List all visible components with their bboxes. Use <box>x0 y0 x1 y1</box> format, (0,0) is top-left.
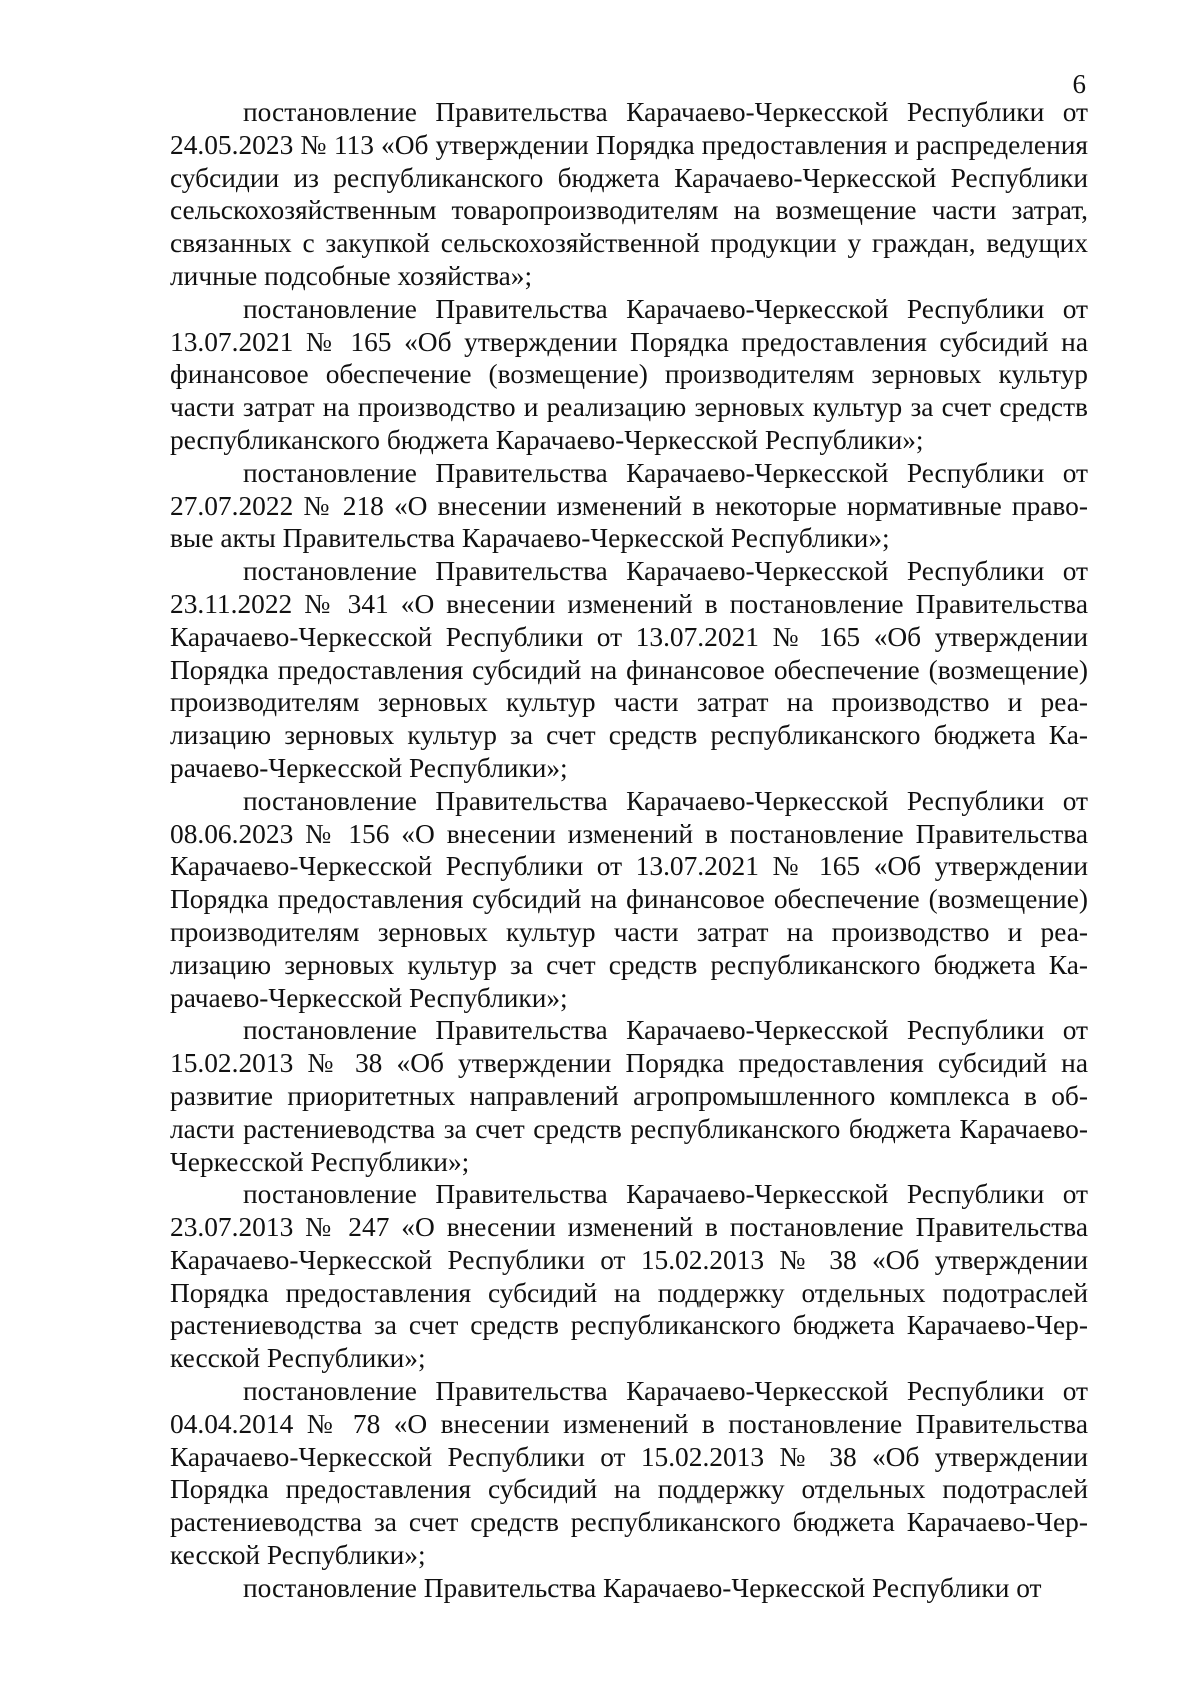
paragraph-resolution-38: постановление Правительства Карачаево-Черкесской Республики от 15.02.2013 № 38 «Об утверждении Порядка предоставления субсидий на развитие приоритетных направлений агропромышленного комплекса в области растениеводства за счет средств республиканского бюджета Карачаево-Черкесской Республики»; <box>170 1015 1088 1177</box>
paragraph-resolution-78: постановление Правительства Карачаево-Черкесской Республики от 04.04.2014 № 78 «О внесении изменений в постановление Правительства Карачаево-Черкесской Республики от 15.02.2013 № 38 «Об утверждении Порядка предоставления субсидий на поддержку отдельных подотраслей растениеводства за счет средств республиканского бюджета Карачаево-Черкесской Республики»; <box>170 1376 1088 1571</box>
paragraph-resolution-156: постановление Правительства Карачаево-Черкесской Республики от 08.06.2023 № 156 «О внесении изменений в постановление Правительства Карачаево-Черкесской Республики от 13.07.2021 № 165 «Об утверждении Порядка предоставления субсидий на финансовое обеспечение (возмещение) производителям зерновых культур части затрат на производство и реализацию зерновых культур за счет средств республиканского бюджета Карачаево-Черкесской Республики»; <box>170 785 1088 1013</box>
paragraph-resolution-341: постановление Правительства Карачаево-Черкесской Республики от 23.11.2022 № 341 «О внесении изменений в постановление Правительства Карачаево-Черкесской Республики от 13.07.2021 № 165 «Об утверждении Порядка предоставления субсидий на финансовое обеспечение (возмещение) производителям зерновых культур части затрат на производство и реализацию зерновых культур за счет средств республиканского бюджета Карачаево-Черкесской Республики»; <box>170 556 1088 783</box>
paragraph-continued: постановление Правительства Карачаево-Черкесской Республики от <box>243 1572 1042 1603</box>
paragraph-resolution-247: постановление Правительства Карачаево-Черкесской Республики от 23.07.2013 № 247 «О внесении изменений в постановление Правительства Карачаево-Черкесской Республики от 15.02.2013 № 38 «Об утверждении Порядка предоставления субсидий на поддержку отдельных подотраслей растениеводства за счет средств республиканского бюджета Карачаево-Черкесской Республики»; <box>170 1179 1088 1374</box>
document-body <box>170 96 1088 1605</box>
paragraph-resolution-218: постановление Правительства Карачаево-Черкесской Республики от 27.07.2022 № 218 «О внесении изменений в некоторые нормативные правовые акты Правительства Карачаево-Черкесской Республики»; <box>170 457 1088 554</box>
paragraph-resolution-113: постановление Правительства Карачаево-Черкесской Республики от 24.05.2023 № 113 «Об утверждении Порядка предоставления и распределения субсидии из республиканского бюджета Карачаево-Черкесской Республики сельскохозяйственным товаропроизводителям на возмещение части затрат, связанных с закупкой сельскохозяйственной продукции у граждан, ведущих личные подсобные хозяйства»; <box>170 97 1088 291</box>
page-number: 6 <box>1072 69 1086 99</box>
paragraph-resolution-165: постановление Правительства Карачаево-Черкесской Республики от 13.07.2021 № 165 «Об утверждении Порядка предоставления субсидий на финансовое обеспечение (возмещение) производителям зерновых культур части затрат на производство и реализацию зерновых культур за счет средств республиканского бюджета Карачаево-Черкесской Республики»; <box>170 293 1088 455</box>
